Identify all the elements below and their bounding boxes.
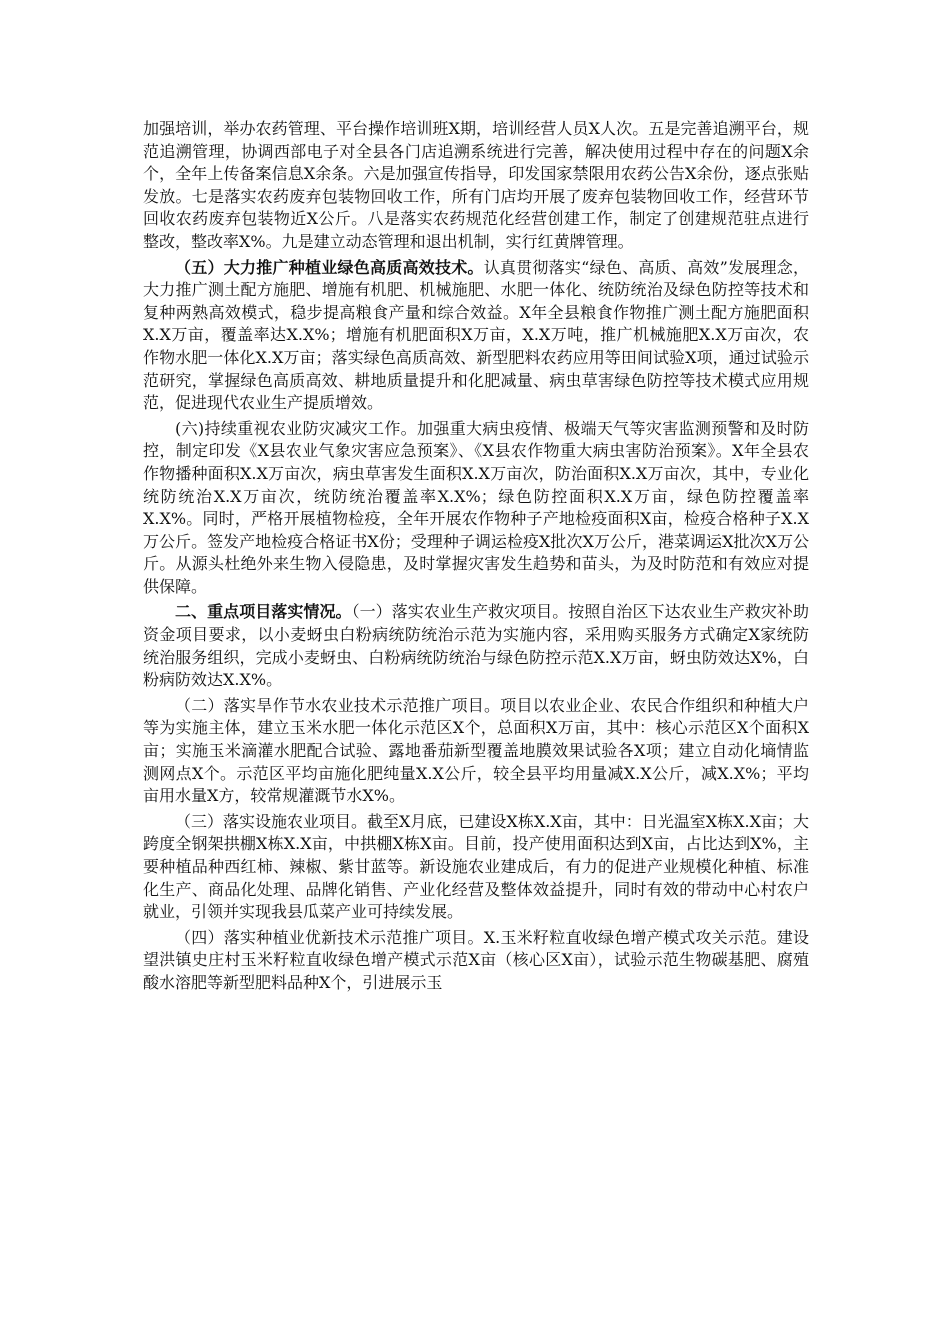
paragraph-text: (六)持续重视农业防灾减灾工作。加强重大病虫疫情、极端天气等灾害监测预警和及时防控，制定印发《X县农业气象灾害应急预案》、《X县农作物重大病虫害防治预案》。X年全县农作物播种面积X.X万亩次，病虫草害发生面积X.X万亩次，防治面积X.X万亩次，其中，专业化统防统治X.X万亩次，统防统治覆盖率X.X%；绿色防控面积X.X万亩，绿色防控覆盖率X.X%。同时，严格开展植物检疫，全年开展农作物种子产地检疫面积X亩，检疫合格种子X.X万公斤。签发产地检疫合格证书X份；受理种子调运检疫X批次X万公斤，港菜调运X批次X万公斤。从源头杜绝外来生物入侵隐患，及时掌握灾害发生趋势和苗头，为及时防范和有效应对提供保障。 (143, 418, 809, 596)
section-heading-5: （五）大力推广种植业绿色高质高效技术。 (175, 257, 484, 277)
paragraph-new-technology (143, 927, 809, 995)
paragraph-text: （一）落实农业生产救灾项目。按照自治区下达农业生产救灾补助资金项目要求，以小麦蚜虫白粉病统防统治示范为实施内容，采用购买服务方式确定X家统防统治服务组织，完成小麦蚜虫、白粉病统防统治与绿色防控示范X.X万亩，蚜虫防效达X%，白粉病防效达X.X%。 (143, 602, 809, 690)
paragraph-text: （二）落实旱作节水农业技术示范推广项目。项目以农业企业、农民合作组织和种植大户等为实施主体，建立玉米水肥一体化示范区X个，总面积X万亩，其中：核心示范区X个面积X亩；实施玉米滴灌水肥配合试验、露地番茄新型覆盖地膜效果试验各X项；建立自动化墒情监测网点X个。示范区平均亩施化肥纯量X.X公斤，较全县平均用量减X.X公斤，减X.X%；平均亩用水量X方，较常规灌溉节水X%。 (143, 695, 809, 806)
paragraph-facility-agriculture (143, 811, 809, 924)
section-heading-2: 二、重点项目落实情况。 (175, 602, 352, 622)
paragraph-green-technology (143, 257, 809, 415)
paragraph-text: （四）落实种植业优新技术示范推广项目。X.玉米籽粒直收绿色增产模式攻关示范。建设望洪镇史庄村玉米籽粒直收绿色增产模式示范X亩（核心区X亩），试验示范生物碳基肥、腐殖酸水溶肥等新型肥料品种X个，引进展示玉 (143, 927, 809, 992)
paragraph-pesticide-management (143, 118, 809, 254)
paragraph-water-saving (143, 695, 809, 808)
paragraph-text: 加强培训，举办农药管理、平台操作培训班X期，培训经营人员X人次。五是完善追溯平台，规范追溯管理，协调西部电子对全县各门店追溯系统进行完善，解决使用过程中存在的问题X余个，全年上传备案信息X余条。六是加强宣传指导，印发国家禁限用农药公告X余份，逐点张贴发放。七是落实农药废弃包装物回收工作，所有门店均开展了废弃包装物回收工作，经营环节回收农药废弃包装物近X公斤。八是落实农药规范化经营创建工作，制定了创建规范驻点进行整改，整改率X%。九是建立动态管理和退出机制，实行红黄牌管理。 (143, 119, 809, 251)
paragraph-text: 认真贯彻落实“绿色、高质、高效”发展理念，大力推广测土配方施肥、增施有机肥、机械施肥、水肥一体化、统防统治及绿色防控等技术和复种两熟高效模式，稳步提高粮食产量和综合效益。X年全县粮食作物推广测土配方施肥面积X.X万亩，覆盖率达X.X%；增施有机肥面积X万亩，X.X万吨，推广机械施肥X.X万亩次，农作物水肥一体化X.X万亩；落实绿色高质高效、新型肥料农药应用等田间试验X项，通过试验示范研究，掌握绿色高质高效、耕地质量提升和化肥减量、病虫草害绿色防控等技术模式应用规范，促进现代农业生产提质增效。 (143, 257, 809, 413)
paragraph-key-projects (143, 601, 809, 691)
paragraph-text: （三）落实设施农业项目。截至X月底，已建设X栋X.X亩，其中：日光温室X栋X.X亩；大跨度全钢架拱棚X栋X.X亩，中拱棚X栋X亩。目前，投产使用面积达到X亩，占比达到X%，主要种植品种西红柿、辣椒、紫甘蓝等。新设施农业建成后，有力的促进产业规模化种植、标准化生产、商品化处理、品牌化销售、产业化经营及整体效益提升，同时有效的带动中心村农户就业，引领并实现我县瓜菜产业可持续发展。 (143, 811, 809, 922)
document-page (143, 118, 809, 998)
paragraph-disaster-prevention (143, 418, 809, 599)
